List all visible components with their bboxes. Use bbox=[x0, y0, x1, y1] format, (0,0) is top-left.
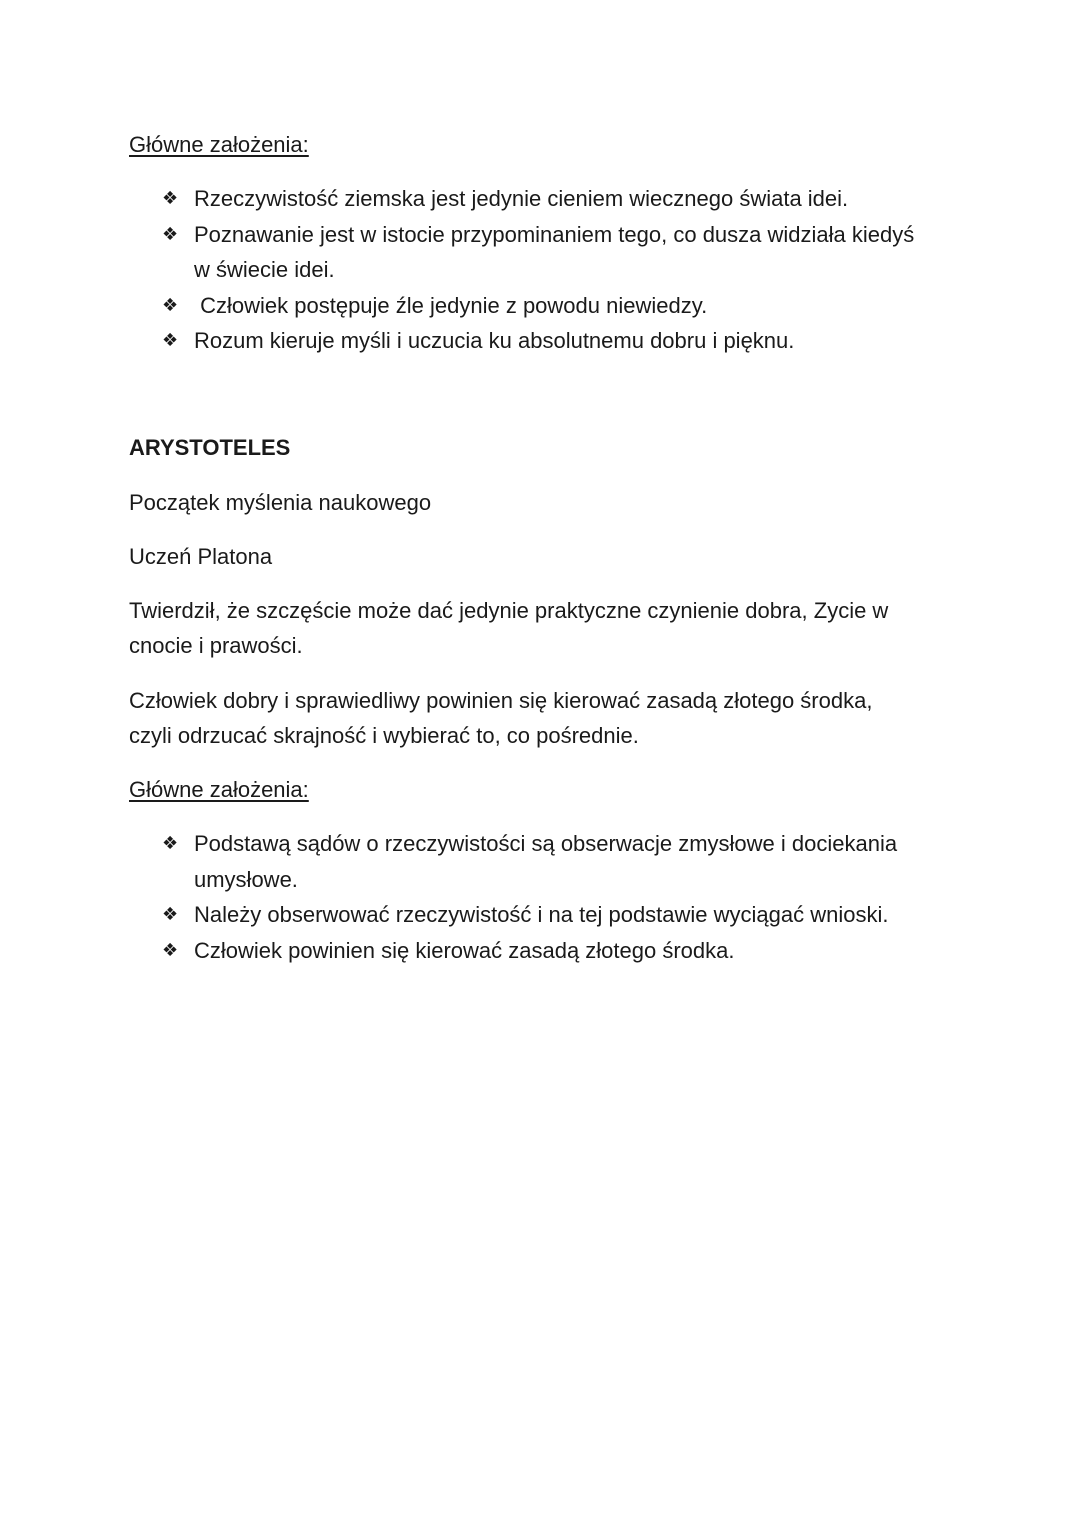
main-assumptions-heading: Główne założenia: bbox=[129, 132, 309, 157]
paragraph: Twierdził, że szczęście może dać jedynie praktyczne czynienie dobra, Zycie w cnocie i prawości. bbox=[129, 598, 889, 658]
diamond-bullet-icon: ❖ bbox=[162, 939, 179, 960]
text-line: Uczeń Platona bbox=[129, 544, 273, 569]
text-line: Początek myślenia naukowego bbox=[129, 490, 432, 515]
list-item: ❖ Podstawą sądów o rzeczywistości są obserwacje zmysłowe i dociekania umysłowe. bbox=[162, 826, 897, 897]
main-assumptions-heading: Główne założenia: bbox=[129, 777, 309, 802]
list-item: ❖ Człowiek postępuje źle jedynie z powodu niewiedzy. bbox=[162, 288, 914, 324]
diamond-bullet-icon: ❖ bbox=[162, 330, 179, 350]
diamond-bullet-icon: ❖ bbox=[162, 223, 179, 244]
list-item: ❖ Człowiek powinien się kierować zasadą złotego środka. bbox=[162, 933, 897, 969]
paragraph: Człowiek dobry i sprawiedliwy powinien się kierować zasadą złotego środka, czyli odrzucać skrajność i wybierać to, co pośrednie. bbox=[129, 688, 873, 748]
list-item: ❖ Rozum kieruje myśli i uczucia ku absolutnemu dobru i pięknu. bbox=[162, 323, 914, 359]
diamond-bullet-icon: ❖ bbox=[162, 188, 179, 208]
list-item: ❖ Należy obserwować rzeczywistość i na tej podstawie wyciągać wnioski. bbox=[162, 897, 897, 933]
diamond-bullet-icon: ❖ bbox=[162, 833, 179, 853]
plato-assumptions-list bbox=[162, 181, 914, 359]
list-item: ❖ Rzeczywistość ziemska jest jedynie cieniem wiecznego świata idei. bbox=[162, 181, 914, 217]
list-item: ❖ Poznawanie jest w istocie przypominaniem tego, co dusza widziała kiedyś w świecie idei. bbox=[162, 217, 914, 288]
aristotle-assumptions-list bbox=[162, 826, 897, 968]
diamond-bullet-icon: ❖ bbox=[162, 294, 179, 315]
diamond-bullet-icon: ❖ bbox=[162, 904, 179, 924]
section-title: ARYSTOTELES bbox=[129, 435, 291, 460]
